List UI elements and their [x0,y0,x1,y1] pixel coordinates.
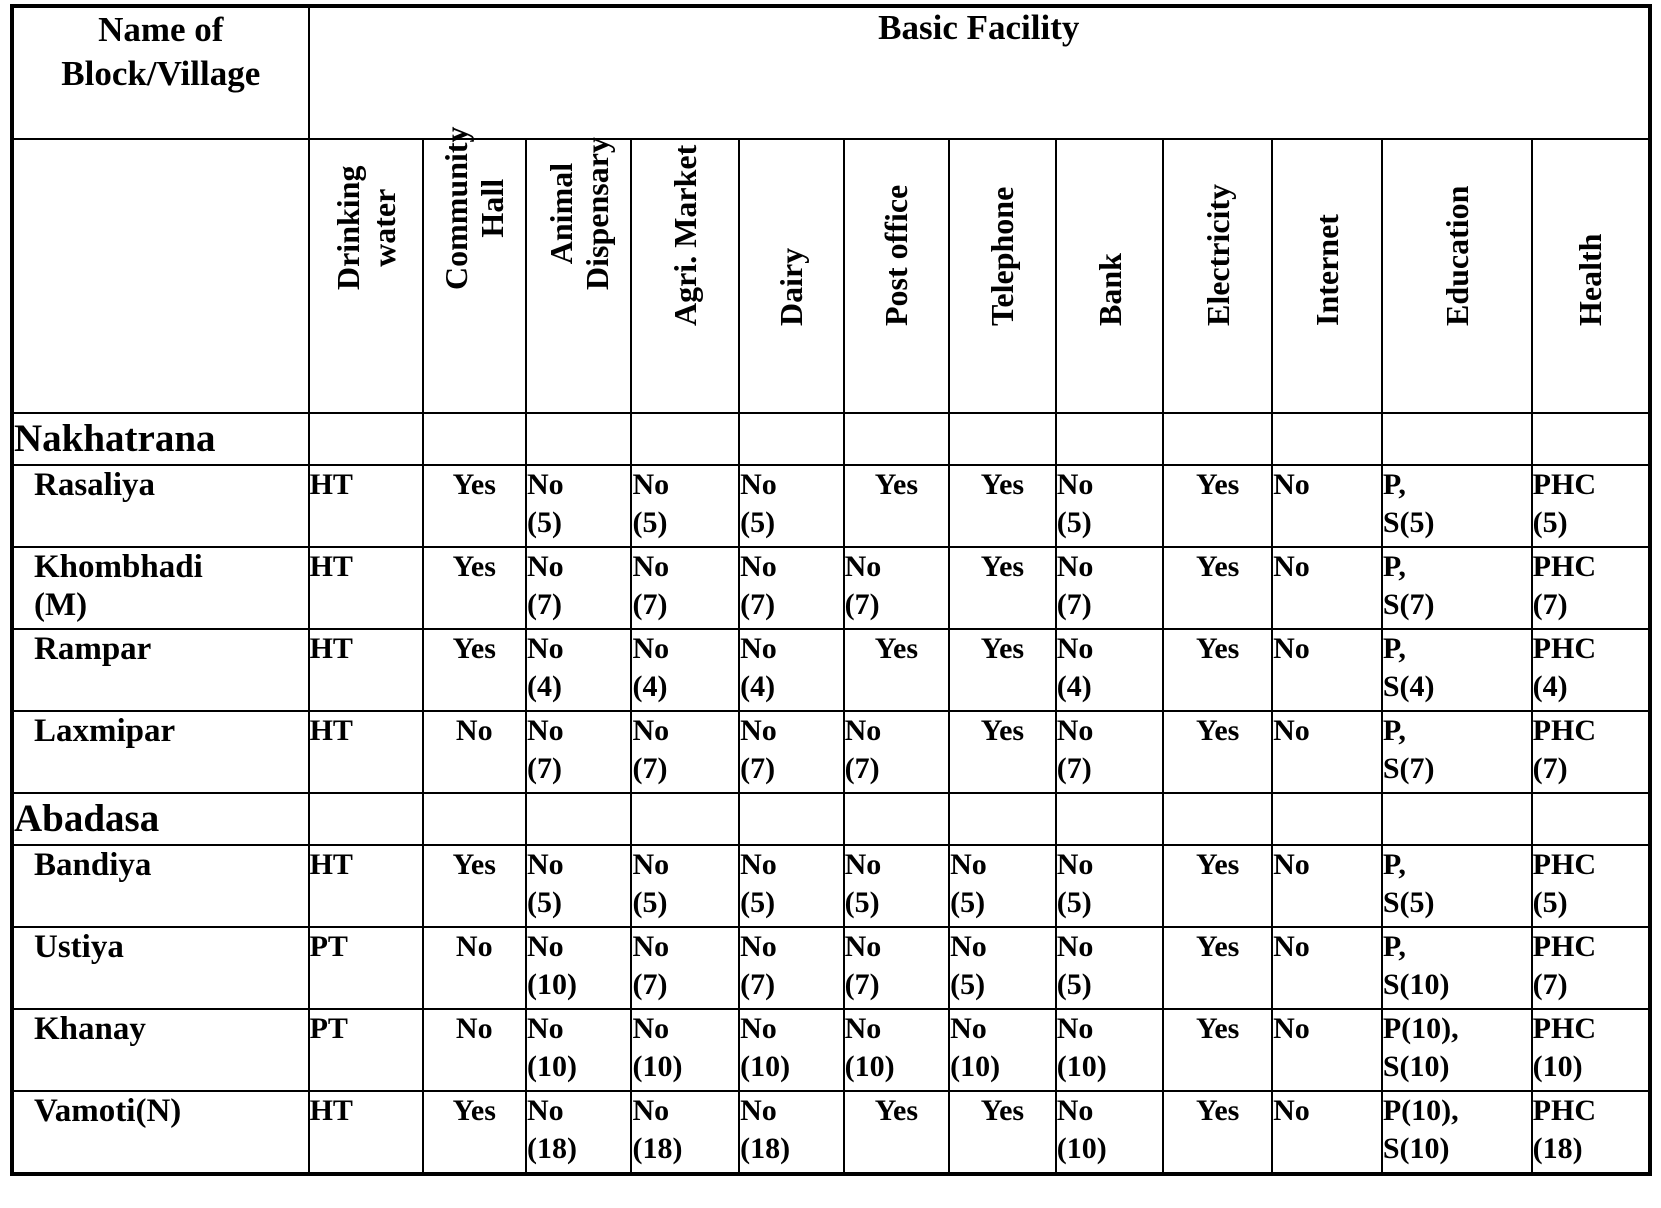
village-name: Laxmipar [12,711,309,793]
table-cell: Yes [949,711,1056,793]
table-cell: No (10) [1056,1091,1164,1174]
table-cell: Yes [844,465,950,547]
empty-cell [844,413,950,465]
table-cell: No (18) [631,1091,739,1174]
empty-cell [844,793,950,845]
table-cell: No [1272,465,1382,547]
header-row-columns [12,139,1650,413]
table-cell: Yes [949,629,1056,711]
table-cell: HT [309,1091,423,1174]
column-header-label: Agri. Market [667,144,704,326]
facility-table [10,4,1652,1176]
table-cell: Yes [949,547,1056,629]
empty-cell [949,413,1056,465]
table-cell: No (10) [844,1009,950,1091]
table-cell: No (5) [526,465,632,547]
empty-cell [949,793,1056,845]
column-header-label: Education [1438,185,1475,326]
table-cell: Yes [423,465,526,547]
empty-cell [1272,793,1382,845]
village-name: Vamoti(N) [12,1091,309,1174]
column-header [844,139,950,413]
column-header-label: Health [1572,233,1609,326]
table-cell: PHC (7) [1532,547,1650,629]
village-name: Rasaliya [12,465,309,547]
column-header [739,139,843,413]
table-cell: PHC (10) [1532,1009,1650,1091]
table-cell: No (7) [739,927,843,1009]
table-cell: No (5) [1056,845,1164,927]
table-cell: No (7) [844,927,950,1009]
table-cell: No (7) [631,927,739,1009]
table-cell: P, S(7) [1382,547,1532,629]
table-cell: Yes [1163,547,1272,629]
column-header-label: Electricity [1199,183,1236,326]
basic-facility-header: Basic Facility [309,6,1650,139]
column-header-label: Drinking water [329,165,402,290]
empty-cell [1532,413,1650,465]
table-cell: PHC (5) [1532,465,1650,547]
table-cell: PT [309,1009,423,1091]
table-cell: P(10), S(10) [1382,1009,1532,1091]
table-cell: No (7) [739,547,843,629]
empty-cell [739,793,843,845]
column-header-label: Dairy [773,247,810,326]
village-name: Rampar [12,629,309,711]
empty-cell [309,413,423,465]
table-cell: No (7) [844,711,950,793]
table-row [12,845,1650,927]
column-header [423,126,526,413]
table-cell: Yes [423,845,526,927]
table-cell: P, S(10) [1382,927,1532,1009]
name-column-header: Name of Block/Village [12,6,309,139]
block-row [12,793,1650,845]
table-row [12,711,1650,793]
column-header [1272,139,1382,413]
column-header [309,139,423,413]
table-cell: No (4) [739,629,843,711]
table-row [12,1091,1650,1174]
block-name: Nakhatrana [12,413,309,465]
column-header [631,139,739,413]
table-cell: HT [309,547,423,629]
table-cell: Yes [1163,465,1272,547]
empty-cell [1163,793,1272,845]
table-cell: No (7) [1056,547,1164,629]
column-header-label: Community Hall [438,126,511,290]
table-cell: No (7) [1056,711,1164,793]
empty-cell [423,413,526,465]
table-cell: P(10), S(10) [1382,1091,1532,1174]
table-cell: No [1272,629,1382,711]
table-cell: PHC (7) [1532,927,1650,1009]
table-cell: No [1272,1091,1382,1174]
column-header [949,139,1056,413]
table-cell: No (4) [631,629,739,711]
table-cell: No (7) [844,547,950,629]
table-cell: Yes [949,465,1056,547]
table-cell: P, S(7) [1382,711,1532,793]
table-cell: No (5) [1056,465,1164,547]
table-row [12,547,1650,629]
table-cell: No (10) [949,1009,1056,1091]
table-cell: No (4) [1056,629,1164,711]
empty-cell [309,793,423,845]
empty-cell [739,413,843,465]
block-name: Abadasa [12,793,309,845]
column-header [1056,139,1164,413]
column-header-label: Bank [1091,253,1128,326]
table-cell: Yes [1163,1091,1272,1174]
table-cell: No [1272,711,1382,793]
table-cell: No (5) [526,845,632,927]
column-header [1382,139,1532,413]
column-header-label: Animal Dispensary [542,137,615,290]
table-cell: No (10) [739,1009,843,1091]
empty-header-cell [12,139,309,413]
table-cell: Yes [423,1091,526,1174]
table-cell: Yes [1163,845,1272,927]
empty-cell [526,413,632,465]
table-cell: No (5) [844,845,950,927]
table-cell: P, S(5) [1382,465,1532,547]
table-cell: No (10) [631,1009,739,1091]
column-header-label: Telephone [984,186,1021,326]
table-cell: No (10) [526,1009,632,1091]
table-row [12,927,1650,1009]
table-cell: Yes [423,629,526,711]
table-cell: HT [309,711,423,793]
table-cell: No (5) [631,845,739,927]
table-cell: No (7) [526,547,632,629]
table-cell: No (4) [526,629,632,711]
table-cell: PHC (18) [1532,1091,1650,1174]
table-cell: No (10) [526,927,632,1009]
empty-cell [1382,413,1532,465]
column-header [526,139,632,413]
village-name: Ustiya [12,927,309,1009]
empty-cell [1382,793,1532,845]
table-cell: No [423,1009,526,1091]
table-cell: PHC (4) [1532,629,1650,711]
table-cell: No (5) [631,465,739,547]
empty-cell [526,793,632,845]
table-cell: No [423,927,526,1009]
header-row-top [12,6,1650,139]
table-cell: No (5) [739,845,843,927]
empty-cell [1056,793,1164,845]
table-cell: No [1272,845,1382,927]
table-cell: HT [309,845,423,927]
table-cell: Yes [1163,1009,1272,1091]
table-cell: No (10) [1056,1009,1164,1091]
table-cell: No (5) [949,927,1056,1009]
table-cell: No [1272,927,1382,1009]
table-row [12,1009,1650,1091]
empty-cell [631,413,739,465]
table-cell: PHC (7) [1532,711,1650,793]
empty-cell [423,793,526,845]
table-cell: No (5) [949,845,1056,927]
table-row [12,465,1650,547]
table-cell: P, S(4) [1382,629,1532,711]
table-cell: No (7) [631,711,739,793]
table-cell: PHC (5) [1532,845,1650,927]
table-cell: Yes [1163,927,1272,1009]
village-name: Bandiya [12,845,309,927]
empty-cell [1163,413,1272,465]
table-cell: No [1272,1009,1382,1091]
table-cell: Yes [1163,629,1272,711]
empty-cell [631,793,739,845]
table-cell: Yes [1163,711,1272,793]
table-cell: No (5) [1056,927,1164,1009]
table-cell: No (7) [631,547,739,629]
table-cell: HT [309,629,423,711]
empty-cell [1532,793,1650,845]
table-cell: No (7) [526,711,632,793]
table-cell: P, S(5) [1382,845,1532,927]
table-cell: No [1272,547,1382,629]
empty-cell [1056,413,1164,465]
table-cell: HT [309,465,423,547]
table-row [12,629,1650,711]
table-cell: No [423,711,526,793]
column-header [1163,139,1272,413]
column-header [1532,139,1650,413]
column-header-label: Post office [878,184,915,326]
village-name: Khanay [12,1009,309,1091]
column-header-label: Internet [1308,214,1345,326]
table-cell: Yes [949,1091,1056,1174]
table-cell: PT [309,927,423,1009]
block-row [12,413,1650,465]
table-cell: No (18) [526,1091,632,1174]
table-cell: Yes [844,1091,950,1174]
empty-cell [1272,413,1382,465]
table-cell: Yes [844,629,950,711]
table-cell: No (18) [739,1091,843,1174]
village-name: Khombhadi (M) [12,547,309,629]
table-cell: Yes [423,547,526,629]
table-cell: No (5) [739,465,843,547]
table-cell: No (7) [739,711,843,793]
